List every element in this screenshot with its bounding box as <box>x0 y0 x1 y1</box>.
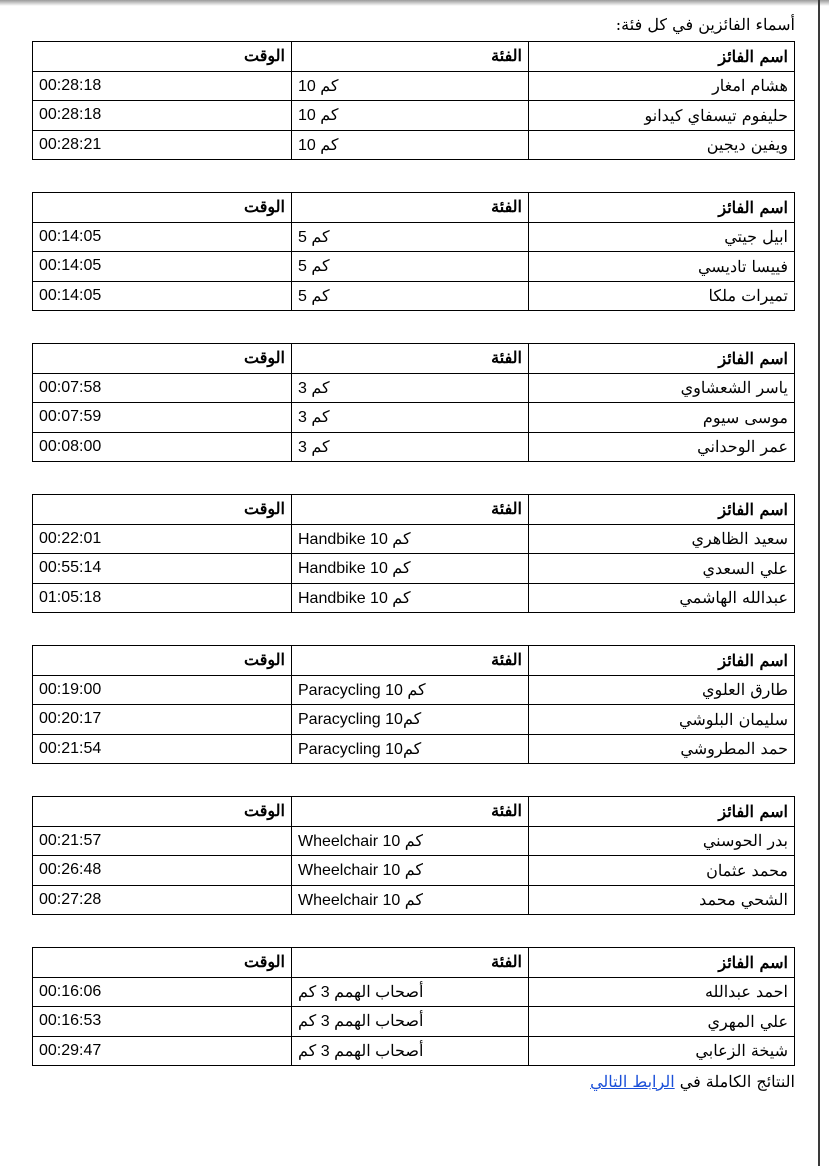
winner-name-cell: علي المهري <box>529 1007 795 1037</box>
header-name: اسم الفائز <box>529 797 795 827</box>
table-row <box>33 222 795 252</box>
category-cell: 10 كم <box>292 101 529 131</box>
table-row <box>33 1036 795 1066</box>
time-cell: 00:26:48 <box>33 856 292 886</box>
table-row <box>33 373 795 403</box>
table-gap <box>33 613 795 645</box>
header-category: الفئة <box>292 193 529 223</box>
category-cell: 5 كم <box>292 281 529 311</box>
table-row <box>33 403 795 433</box>
winner-name-cell: هشام امغار <box>529 71 795 101</box>
winner-name-cell: الشحي محمد <box>529 885 795 915</box>
results-table <box>32 645 795 764</box>
table-header-row <box>33 495 795 525</box>
category-cell: Handbike 10 كم <box>292 554 529 584</box>
category-cell: Handbike 10 كم <box>292 524 529 554</box>
winner-name-cell: ويفين ديجين <box>529 130 795 160</box>
table-header-row <box>33 948 795 978</box>
category-cell: 5 كم <box>292 222 529 252</box>
table-row <box>33 71 795 101</box>
table-gap <box>33 462 795 494</box>
table-header-row <box>33 42 795 72</box>
header-category: الفئة <box>292 948 529 978</box>
winner-name-cell: سليمان البلوشي <box>529 705 795 735</box>
results-table <box>32 41 795 160</box>
footer-line <box>33 1072 795 1091</box>
category-cell: 5 كم <box>292 252 529 282</box>
time-cell: 00:29:47 <box>33 1036 292 1066</box>
results-table <box>32 494 795 613</box>
table-row <box>33 252 795 282</box>
table-gap <box>33 915 795 947</box>
category-cell: 3 كم <box>292 432 529 462</box>
header-time: الوقت <box>33 42 292 72</box>
winner-name-cell: ياسر الشعشاوي <box>529 373 795 403</box>
winner-name-cell: شيخة الزعابي <box>529 1036 795 1066</box>
table-row <box>33 524 795 554</box>
full-results-link[interactable]: الرابط التالي <box>590 1072 675 1091</box>
table-header-row <box>33 797 795 827</box>
winner-name-cell: عبدالله الهاشمي <box>529 583 795 613</box>
results-table <box>32 343 795 462</box>
category-cell: أصحاب الهمم 3 كم <box>292 1036 529 1066</box>
table-row <box>33 1007 795 1037</box>
time-cell: 00:14:05 <box>33 222 292 252</box>
time-cell: 00:07:58 <box>33 373 292 403</box>
time-cell: 00:21:57 <box>33 826 292 856</box>
category-cell: 3 كم <box>292 403 529 433</box>
time-cell: 00:55:14 <box>33 554 292 584</box>
category-cell: Handbike 10 كم <box>292 583 529 613</box>
category-cell: Wheelchair 10 كم <box>292 885 529 915</box>
header-category: الفئة <box>292 495 529 525</box>
table-row <box>33 675 795 705</box>
table-row <box>33 856 795 886</box>
time-cell: 00:14:05 <box>33 281 292 311</box>
header-name: اسم الفائز <box>529 42 795 72</box>
category-cell: أصحاب الهمم 3 كم <box>292 977 529 1007</box>
table-gap <box>33 764 795 796</box>
table-gap <box>33 311 795 343</box>
category-cell: Wheelchair 10 كم <box>292 856 529 886</box>
time-cell: 00:14:05 <box>33 252 292 282</box>
table-row <box>33 705 795 735</box>
category-cell: Wheelchair 10 كم <box>292 826 529 856</box>
table-row <box>33 826 795 856</box>
header-name: اسم الفائز <box>529 948 795 978</box>
results-table <box>32 192 795 311</box>
header-category: الفئة <box>292 344 529 374</box>
table-header-row <box>33 344 795 374</box>
category-cell: Paracycling 10كم <box>292 734 529 764</box>
top-edge-shadow <box>0 0 829 6</box>
table-row <box>33 583 795 613</box>
time-cell: 00:22:01 <box>33 524 292 554</box>
time-cell: 00:07:59 <box>33 403 292 433</box>
category-cell: 10 كم <box>292 130 529 160</box>
winner-name-cell: عمر الوحداني <box>529 432 795 462</box>
winner-name-cell: سعيد الظاهري <box>529 524 795 554</box>
results-document <box>33 12 795 1091</box>
time-cell: 00:27:28 <box>33 885 292 915</box>
header-time: الوقت <box>33 948 292 978</box>
results-tables <box>33 41 795 1066</box>
table-row <box>33 130 795 160</box>
time-cell: 00:28:18 <box>33 101 292 131</box>
winner-name-cell: طارق العلوي <box>529 675 795 705</box>
results-table <box>32 947 795 1066</box>
time-cell: 01:05:18 <box>33 583 292 613</box>
winner-name-cell: ابيل جيتي <box>529 222 795 252</box>
intro-text: أسماء الفائزين في كل فئة: <box>615 15 795 34</box>
page-right-border <box>818 0 820 1166</box>
table-header-row <box>33 193 795 223</box>
table-row <box>33 281 795 311</box>
time-cell: 00:16:06 <box>33 977 292 1007</box>
header-category: الفئة <box>292 646 529 676</box>
winner-name-cell: تميرات ملكا <box>529 281 795 311</box>
winner-name-cell: محمد عثمان <box>529 856 795 886</box>
time-cell: 00:19:00 <box>33 675 292 705</box>
header-time: الوقت <box>33 495 292 525</box>
results-table <box>32 796 795 915</box>
header-name: اسم الفائز <box>529 495 795 525</box>
winner-name-cell: موسى سيوم <box>529 403 795 433</box>
winner-name-cell: فييسا تاديسي <box>529 252 795 282</box>
table-row <box>33 101 795 131</box>
header-time: الوقت <box>33 646 292 676</box>
category-cell: Paracycling 10 كم <box>292 675 529 705</box>
time-cell: 00:20:17 <box>33 705 292 735</box>
table-row <box>33 885 795 915</box>
winner-name-cell: حليفوم تيسفاي كيدانو <box>529 101 795 131</box>
header-time: الوقت <box>33 344 292 374</box>
time-cell: 00:21:54 <box>33 734 292 764</box>
table-gap <box>33 160 795 192</box>
time-cell: 00:28:21 <box>33 130 292 160</box>
header-time: الوقت <box>33 797 292 827</box>
header-time: الوقت <box>33 193 292 223</box>
table-row <box>33 734 795 764</box>
category-cell: 3 كم <box>292 373 529 403</box>
category-cell: أصحاب الهمم 3 كم <box>292 1007 529 1037</box>
header-category: الفئة <box>292 42 529 72</box>
footer-text: النتائج الكاملة في <box>674 1072 795 1091</box>
time-cell: 00:08:00 <box>33 432 292 462</box>
table-row <box>33 432 795 462</box>
winner-name-cell: بدر الحوسني <box>529 826 795 856</box>
winner-name-cell: علي السعدي <box>529 554 795 584</box>
time-cell: 00:16:53 <box>33 1007 292 1037</box>
table-row <box>33 977 795 1007</box>
header-name: اسم الفائز <box>529 193 795 223</box>
header-category: الفئة <box>292 797 529 827</box>
category-cell: Paracycling 10كم <box>292 705 529 735</box>
table-header-row <box>33 646 795 676</box>
header-name: اسم الفائز <box>529 646 795 676</box>
header-name: اسم الفائز <box>529 344 795 374</box>
category-cell: 10 كم <box>292 71 529 101</box>
time-cell: 00:28:18 <box>33 71 292 101</box>
winner-name-cell: حمد المطروشي <box>529 734 795 764</box>
table-row <box>33 554 795 584</box>
winner-name-cell: احمد عبدالله <box>529 977 795 1007</box>
